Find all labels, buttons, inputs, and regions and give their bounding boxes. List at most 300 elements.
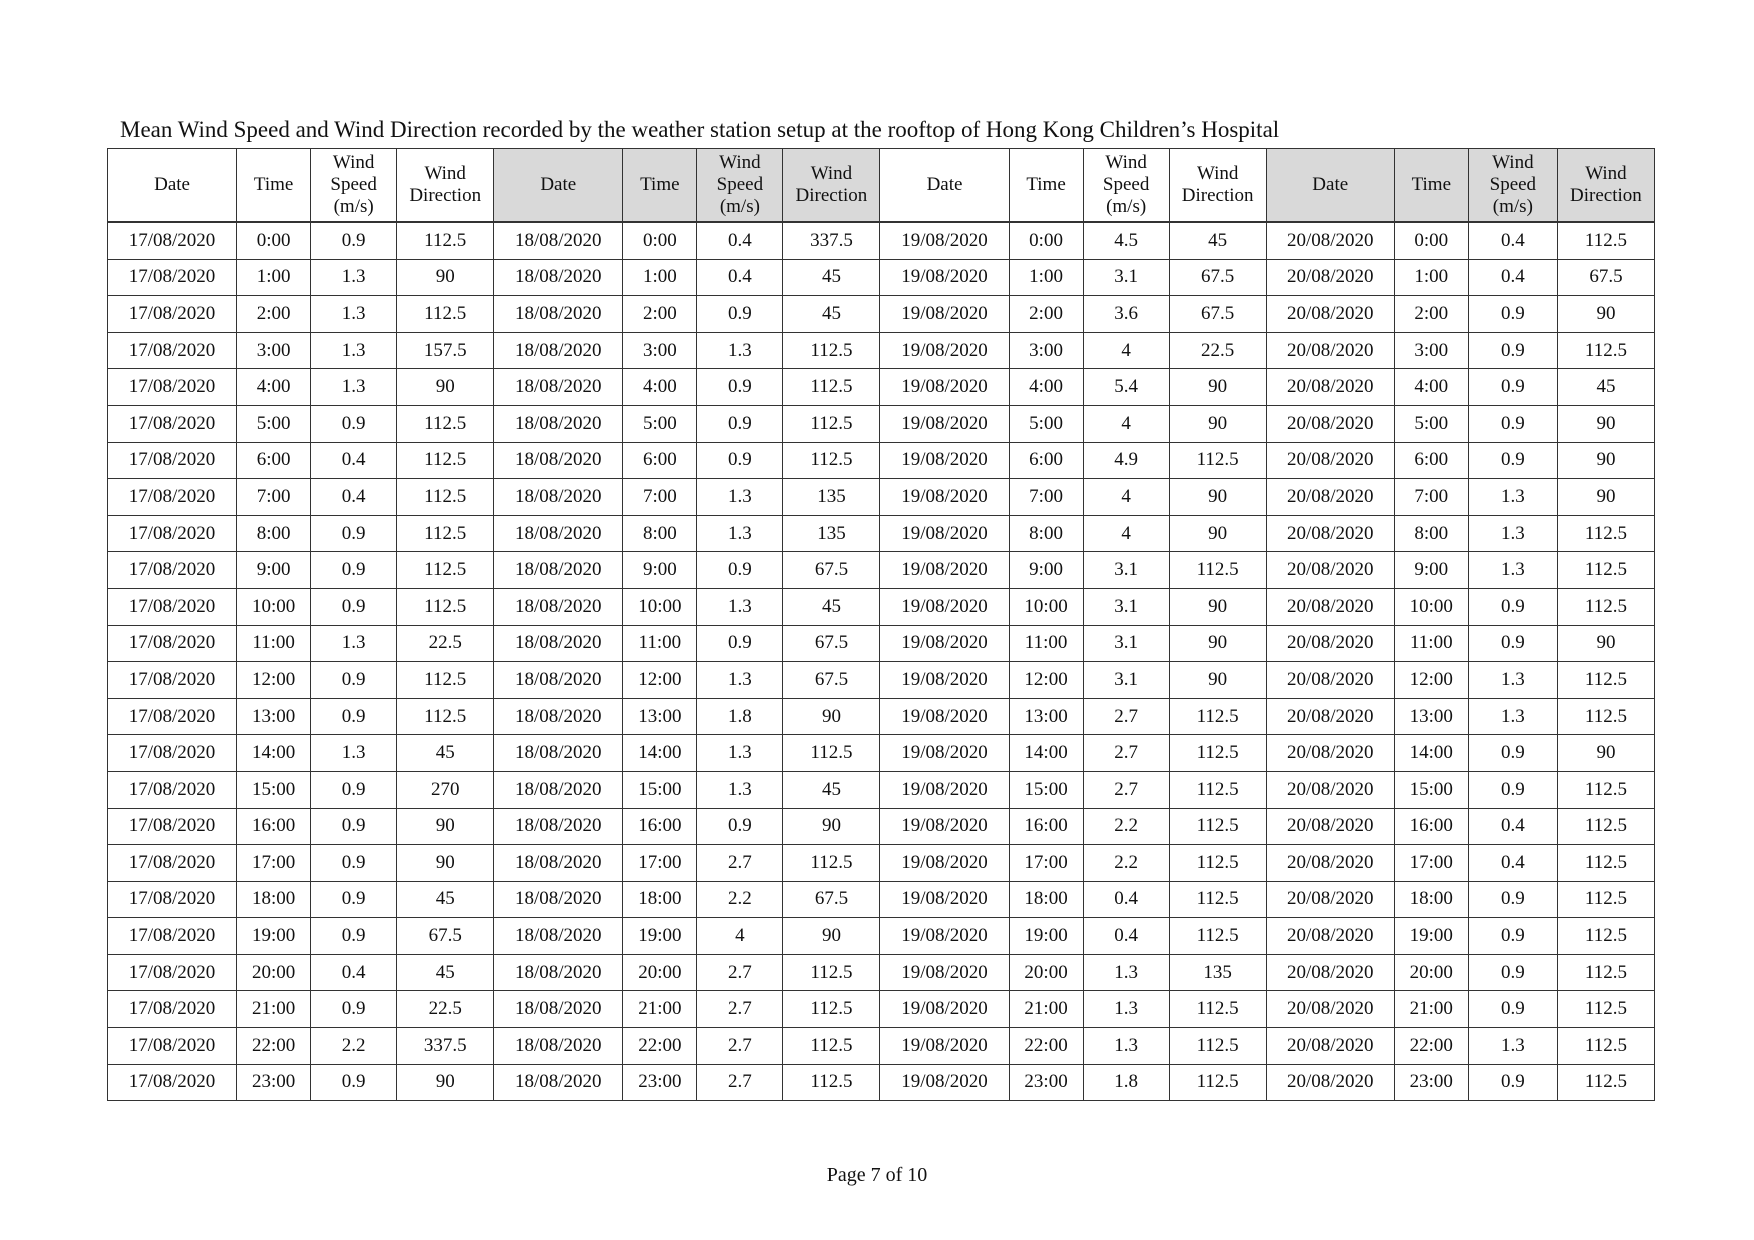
wind-speed-cell: 0.9	[311, 991, 397, 1028]
wind-speed-cell: 1.3	[311, 259, 397, 296]
wind-direction-cell: 22.5	[1169, 332, 1266, 369]
wind-speed-cell: 2.2	[311, 1028, 397, 1065]
time-cell: 19:00	[237, 918, 311, 955]
header-wind-speed: Wind Speed (m/s)	[1083, 149, 1169, 223]
wind-speed-cell: 2.7	[697, 954, 783, 991]
wind-direction-cell: 90	[783, 918, 880, 955]
time-cell: 17:00	[237, 845, 311, 882]
wind-speed-cell: 0.9	[1468, 296, 1557, 333]
time-cell: 11:00	[623, 625, 697, 662]
wind-direction-cell: 45	[783, 771, 880, 808]
wind-speed-cell: 1.3	[697, 735, 783, 772]
header-wind-direction: Wind Direction	[1557, 149, 1654, 223]
time-cell: 1:00	[1394, 259, 1468, 296]
wind-speed-cell: 2.7	[1083, 771, 1169, 808]
date-cell: 20/08/2020	[1266, 808, 1394, 845]
time-cell: 20:00	[237, 954, 311, 991]
date-cell: 18/08/2020	[494, 1028, 623, 1065]
wind-speed-cell: 4	[697, 918, 783, 955]
date-cell: 18/08/2020	[494, 991, 623, 1028]
date-cell: 19/08/2020	[880, 1028, 1009, 1065]
date-cell: 19/08/2020	[880, 918, 1009, 955]
wind-speed-cell: 0.9	[697, 625, 783, 662]
date-cell: 20/08/2020	[1266, 552, 1394, 589]
wind-direction-cell: 90	[397, 1064, 494, 1101]
time-cell: 3:00	[1009, 332, 1083, 369]
wind-speed-cell: 2.7	[1083, 735, 1169, 772]
time-cell: 11:00	[237, 625, 311, 662]
time-cell: 19:00	[1394, 918, 1468, 955]
wind-direction-cell: 90	[1557, 442, 1654, 479]
date-cell: 18/08/2020	[494, 881, 623, 918]
table-row	[108, 625, 1655, 662]
table-row	[108, 296, 1655, 333]
wind-direction-cell: 112.5	[1169, 1028, 1266, 1065]
date-cell: 19/08/2020	[880, 735, 1009, 772]
time-cell: 14:00	[1394, 735, 1468, 772]
date-cell: 20/08/2020	[1266, 1064, 1394, 1101]
date-cell: 18/08/2020	[494, 259, 623, 296]
wind-direction-cell: 112.5	[1169, 735, 1266, 772]
header-time: Time	[1394, 149, 1468, 223]
wind-speed-cell: 0.9	[1468, 588, 1557, 625]
wind-speed-cell: 1.3	[1083, 954, 1169, 991]
wind-speed-cell: 1.8	[697, 698, 783, 735]
table-row	[108, 918, 1655, 955]
time-cell: 22:00	[623, 1028, 697, 1065]
wind-direction-cell: 112.5	[1557, 808, 1654, 845]
date-cell: 19/08/2020	[880, 698, 1009, 735]
date-cell: 17/08/2020	[108, 552, 237, 589]
date-cell: 20/08/2020	[1266, 881, 1394, 918]
table-title: Mean Wind Speed and Wind Direction recorded by the weather station setup at the rooftop of Hong Kong Children’s Hospital	[120, 117, 1280, 142]
wind-direction-cell: 90	[1169, 515, 1266, 552]
wind-direction-cell: 112.5	[783, 845, 880, 882]
table-row	[108, 771, 1655, 808]
wind-speed-cell: 2.2	[1083, 808, 1169, 845]
date-cell: 17/08/2020	[108, 845, 237, 882]
wind-speed-cell: 0.9	[311, 808, 397, 845]
table-body	[108, 222, 1655, 1101]
time-cell: 23:00	[623, 1064, 697, 1101]
table-row	[108, 552, 1655, 589]
wind-direction-cell: 112.5	[1169, 918, 1266, 955]
table-row	[108, 735, 1655, 772]
wind-direction-cell: 112.5	[783, 369, 880, 406]
wind-direction-cell: 67.5	[1169, 259, 1266, 296]
wind-direction-cell: 45	[783, 296, 880, 333]
wind-speed-cell: 3.6	[1083, 296, 1169, 333]
wind-speed-cell: 0.9	[311, 588, 397, 625]
time-cell: 10:00	[623, 588, 697, 625]
date-cell: 17/08/2020	[108, 222, 237, 259]
time-cell: 2:00	[1394, 296, 1468, 333]
table-row	[108, 1028, 1655, 1065]
time-cell: 10:00	[237, 588, 311, 625]
wind-direction-cell: 112.5	[1557, 1064, 1654, 1101]
time-cell: 21:00	[1394, 991, 1468, 1028]
header-wind-direction: Wind Direction	[1169, 149, 1266, 223]
wind-direction-cell: 337.5	[783, 222, 880, 259]
date-cell: 18/08/2020	[494, 662, 623, 699]
wind-speed-cell: 1.3	[697, 662, 783, 699]
wind-speed-cell: 0.4	[311, 442, 397, 479]
wind-direction-cell: 135	[1169, 954, 1266, 991]
wind-speed-cell: 4	[1083, 515, 1169, 552]
wind-speed-cell: 0.4	[697, 259, 783, 296]
time-cell: 9:00	[623, 552, 697, 589]
table-row	[108, 1064, 1655, 1101]
wind-direction-cell: 67.5	[1557, 259, 1654, 296]
wind-direction-cell: 22.5	[397, 991, 494, 1028]
time-cell: 10:00	[1009, 588, 1083, 625]
time-cell: 7:00	[1394, 479, 1468, 516]
header-wind-speed: Wind Speed (m/s)	[311, 149, 397, 223]
date-cell: 19/08/2020	[880, 442, 1009, 479]
wind-speed-cell: 0.9	[1468, 1064, 1557, 1101]
wind-direction-cell: 112.5	[783, 991, 880, 1028]
time-cell: 16:00	[1394, 808, 1468, 845]
date-cell: 19/08/2020	[880, 552, 1009, 589]
wind-direction-cell: 112.5	[1557, 1028, 1654, 1065]
date-cell: 18/08/2020	[494, 954, 623, 991]
wind-direction-cell: 112.5	[1557, 771, 1654, 808]
wind-speed-cell: 0.9	[311, 405, 397, 442]
header-date: Date	[1266, 149, 1394, 223]
wind-direction-cell: 45	[397, 954, 494, 991]
wind-direction-cell: 112.5	[397, 296, 494, 333]
date-cell: 19/08/2020	[880, 369, 1009, 406]
wind-direction-cell: 112.5	[1557, 698, 1654, 735]
time-cell: 4:00	[1009, 369, 1083, 406]
wind-direction-cell: 90	[1557, 405, 1654, 442]
wind-direction-cell: 112.5	[397, 662, 494, 699]
wind-direction-cell: 112.5	[1169, 442, 1266, 479]
date-cell: 19/08/2020	[880, 881, 1009, 918]
date-cell: 18/08/2020	[494, 515, 623, 552]
date-cell: 19/08/2020	[880, 662, 1009, 699]
date-cell: 17/08/2020	[108, 588, 237, 625]
wind-direction-cell: 112.5	[1557, 845, 1654, 882]
time-cell: 0:00	[1394, 222, 1468, 259]
wind-speed-cell: 0.9	[311, 845, 397, 882]
date-cell: 19/08/2020	[880, 771, 1009, 808]
date-cell: 17/08/2020	[108, 771, 237, 808]
wind-direction-cell: 157.5	[397, 332, 494, 369]
wind-speed-cell: 1.3	[311, 296, 397, 333]
wind-direction-cell: 112.5	[397, 222, 494, 259]
date-cell: 20/08/2020	[1266, 1028, 1394, 1065]
wind-speed-cell: 1.3	[697, 588, 783, 625]
wind-speed-cell: 1.3	[311, 625, 397, 662]
time-cell: 8:00	[1009, 515, 1083, 552]
date-cell: 20/08/2020	[1266, 588, 1394, 625]
time-cell: 16:00	[1009, 808, 1083, 845]
wind-direction-cell: 90	[1169, 625, 1266, 662]
time-cell: 22:00	[237, 1028, 311, 1065]
wind-speed-cell: 0.4	[1468, 222, 1557, 259]
date-cell: 19/08/2020	[880, 588, 1009, 625]
time-cell: 7:00	[237, 479, 311, 516]
wind-speed-cell: 0.9	[1468, 735, 1557, 772]
table-row	[108, 808, 1655, 845]
date-cell: 20/08/2020	[1266, 442, 1394, 479]
date-cell: 17/08/2020	[108, 735, 237, 772]
wind-speed-cell: 0.4	[697, 222, 783, 259]
header-time: Time	[237, 149, 311, 223]
date-cell: 20/08/2020	[1266, 222, 1394, 259]
date-cell: 19/08/2020	[880, 479, 1009, 516]
wind-direction-cell: 135	[783, 479, 880, 516]
wind-speed-cell: 0.9	[1468, 881, 1557, 918]
wind-speed-cell: 0.9	[1468, 405, 1557, 442]
wind-speed-cell: 4.9	[1083, 442, 1169, 479]
table-row	[108, 479, 1655, 516]
wind-direction-cell: 67.5	[783, 881, 880, 918]
date-cell: 17/08/2020	[108, 954, 237, 991]
wind-speed-cell: 2.2	[697, 881, 783, 918]
table-row	[108, 698, 1655, 735]
wind-speed-cell: 0.9	[1468, 369, 1557, 406]
wind-speed-cell: 0.9	[697, 296, 783, 333]
wind-direction-cell: 112.5	[397, 442, 494, 479]
wind-direction-cell: 112.5	[1557, 588, 1654, 625]
wind-direction-cell: 90	[1557, 296, 1654, 333]
time-cell: 12:00	[1009, 662, 1083, 699]
wind-direction-cell: 112.5	[1169, 881, 1266, 918]
date-cell: 19/08/2020	[880, 405, 1009, 442]
time-cell: 23:00	[1009, 1064, 1083, 1101]
date-cell: 18/08/2020	[494, 369, 623, 406]
wind-direction-cell: 90	[783, 808, 880, 845]
date-cell: 17/08/2020	[108, 259, 237, 296]
wind-direction-cell: 112.5	[1557, 662, 1654, 699]
wind-speed-cell: 1.3	[1468, 662, 1557, 699]
wind-speed-cell: 0.9	[311, 222, 397, 259]
date-cell: 18/08/2020	[494, 296, 623, 333]
wind-direction-cell: 45	[783, 259, 880, 296]
wind-speed-cell: 0.9	[1468, 771, 1557, 808]
time-cell: 0:00	[623, 222, 697, 259]
date-cell: 20/08/2020	[1266, 332, 1394, 369]
time-cell: 1:00	[1009, 259, 1083, 296]
wind-direction-cell: 112.5	[1557, 332, 1654, 369]
wind-speed-cell: 0.4	[1468, 808, 1557, 845]
wind-direction-cell: 112.5	[1169, 552, 1266, 589]
date-cell: 18/08/2020	[494, 222, 623, 259]
wind-direction-cell: 112.5	[783, 1028, 880, 1065]
time-cell: 5:00	[237, 405, 311, 442]
time-cell: 5:00	[1394, 405, 1468, 442]
date-cell: 19/08/2020	[880, 845, 1009, 882]
time-cell: 13:00	[1394, 698, 1468, 735]
table-row	[108, 405, 1655, 442]
wind-direction-cell: 45	[1169, 222, 1266, 259]
time-cell: 16:00	[623, 808, 697, 845]
time-cell: 11:00	[1009, 625, 1083, 662]
wind-direction-cell: 90	[397, 369, 494, 406]
date-cell: 18/08/2020	[494, 479, 623, 516]
wind-data-table	[107, 148, 1655, 1101]
wind-direction-cell: 90	[1169, 588, 1266, 625]
wind-speed-cell: 2.7	[697, 991, 783, 1028]
time-cell: 5:00	[623, 405, 697, 442]
wind-direction-cell: 45	[1557, 369, 1654, 406]
date-cell: 17/08/2020	[108, 698, 237, 735]
wind-speed-cell: 1.3	[311, 369, 397, 406]
date-cell: 20/08/2020	[1266, 625, 1394, 662]
wind-direction-cell: 22.5	[397, 625, 494, 662]
date-cell: 17/08/2020	[108, 442, 237, 479]
time-cell: 7:00	[623, 479, 697, 516]
wind-speed-cell: 1.3	[1083, 1028, 1169, 1065]
time-cell: 0:00	[1009, 222, 1083, 259]
time-cell: 12:00	[237, 662, 311, 699]
time-cell: 17:00	[1394, 845, 1468, 882]
time-cell: 6:00	[623, 442, 697, 479]
wind-speed-cell: 4	[1083, 405, 1169, 442]
table-row	[108, 954, 1655, 991]
wind-direction-cell: 67.5	[783, 625, 880, 662]
header-wind-direction: Wind Direction	[397, 149, 494, 223]
date-cell: 17/08/2020	[108, 405, 237, 442]
date-cell: 20/08/2020	[1266, 662, 1394, 699]
date-cell: 18/08/2020	[494, 588, 623, 625]
time-cell: 2:00	[623, 296, 697, 333]
wind-speed-cell: 0.4	[1468, 259, 1557, 296]
wind-speed-cell: 4.5	[1083, 222, 1169, 259]
date-cell: 18/08/2020	[494, 552, 623, 589]
time-cell: 12:00	[623, 662, 697, 699]
time-cell: 8:00	[623, 515, 697, 552]
date-cell: 18/08/2020	[494, 625, 623, 662]
time-cell: 13:00	[237, 698, 311, 735]
wind-speed-cell: 0.9	[1468, 442, 1557, 479]
wind-direction-cell: 112.5	[1169, 845, 1266, 882]
wind-direction-cell: 90	[1169, 405, 1266, 442]
time-cell: 5:00	[1009, 405, 1083, 442]
time-cell: 18:00	[623, 881, 697, 918]
wind-speed-cell: 2.2	[1083, 845, 1169, 882]
wind-speed-cell: 1.3	[1468, 515, 1557, 552]
time-cell: 11:00	[1394, 625, 1468, 662]
time-cell: 6:00	[1394, 442, 1468, 479]
wind-speed-cell: 2.7	[697, 1028, 783, 1065]
time-cell: 21:00	[237, 991, 311, 1028]
date-cell: 18/08/2020	[494, 442, 623, 479]
header-row	[108, 149, 1655, 223]
date-cell: 17/08/2020	[108, 918, 237, 955]
wind-direction-cell: 112.5	[783, 332, 880, 369]
date-cell: 17/08/2020	[108, 369, 237, 406]
wind-speed-cell: 0.9	[311, 1064, 397, 1101]
time-cell: 0:00	[237, 222, 311, 259]
wind-direction-cell: 45	[783, 588, 880, 625]
time-cell: 23:00	[237, 1064, 311, 1101]
wind-direction-cell: 112.5	[1169, 771, 1266, 808]
time-cell: 14:00	[237, 735, 311, 772]
wind-speed-cell: 1.3	[1468, 1028, 1557, 1065]
time-cell: 8:00	[1394, 515, 1468, 552]
time-cell: 6:00	[1009, 442, 1083, 479]
wind-direction-cell: 90	[397, 845, 494, 882]
time-cell: 2:00	[237, 296, 311, 333]
wind-speed-cell: 0.9	[697, 552, 783, 589]
time-cell: 19:00	[1009, 918, 1083, 955]
wind-speed-cell: 1.8	[1083, 1064, 1169, 1101]
wind-direction-cell: 112.5	[397, 698, 494, 735]
wind-speed-cell: 1.3	[697, 771, 783, 808]
wind-direction-cell: 112.5	[1169, 698, 1266, 735]
wind-speed-cell: 0.9	[1468, 332, 1557, 369]
date-cell: 18/08/2020	[494, 771, 623, 808]
time-cell: 17:00	[623, 845, 697, 882]
time-cell: 8:00	[237, 515, 311, 552]
time-cell: 14:00	[623, 735, 697, 772]
wind-direction-cell: 112.5	[783, 735, 880, 772]
date-cell: 19/08/2020	[880, 625, 1009, 662]
date-cell: 18/08/2020	[494, 735, 623, 772]
wind-direction-cell: 135	[783, 515, 880, 552]
wind-direction-cell: 112.5	[783, 442, 880, 479]
wind-direction-cell: 112.5	[1557, 552, 1654, 589]
wind-speed-cell: 0.9	[1468, 991, 1557, 1028]
time-cell: 4:00	[623, 369, 697, 406]
table-row	[108, 662, 1655, 699]
time-cell: 9:00	[1394, 552, 1468, 589]
time-cell: 22:00	[1009, 1028, 1083, 1065]
wind-speed-cell: 4	[1083, 479, 1169, 516]
time-cell: 18:00	[237, 881, 311, 918]
header-time: Time	[623, 149, 697, 223]
date-cell: 17/08/2020	[108, 625, 237, 662]
time-cell: 20:00	[623, 954, 697, 991]
time-cell: 19:00	[623, 918, 697, 955]
time-cell: 3:00	[1394, 332, 1468, 369]
wind-speed-cell: 1.3	[697, 515, 783, 552]
table-row	[108, 845, 1655, 882]
date-cell: 18/08/2020	[494, 405, 623, 442]
date-cell: 19/08/2020	[880, 1064, 1009, 1101]
wind-direction-cell: 112.5	[1557, 954, 1654, 991]
wind-speed-cell: 2.7	[697, 1064, 783, 1101]
date-cell: 20/08/2020	[1266, 698, 1394, 735]
wind-speed-cell: 2.7	[1083, 698, 1169, 735]
wind-direction-cell: 112.5	[397, 479, 494, 516]
date-cell: 17/08/2020	[108, 332, 237, 369]
wind-direction-cell: 45	[397, 735, 494, 772]
date-cell: 20/08/2020	[1266, 845, 1394, 882]
wind-speed-cell: 1.3	[1083, 991, 1169, 1028]
page-number: Page 7 of 10	[826, 1164, 928, 1186]
wind-direction-cell: 112.5	[1169, 1064, 1266, 1101]
date-cell: 19/08/2020	[880, 222, 1009, 259]
wind-speed-cell: 0.9	[311, 771, 397, 808]
time-cell: 1:00	[623, 259, 697, 296]
date-cell: 17/08/2020	[108, 991, 237, 1028]
date-cell: 20/08/2020	[1266, 369, 1394, 406]
wind-speed-cell: 0.9	[1468, 918, 1557, 955]
wind-speed-cell: 0.9	[311, 662, 397, 699]
wind-speed-cell: 0.9	[1468, 625, 1557, 662]
wind-direction-cell: 112.5	[783, 954, 880, 991]
wind-speed-cell: 1.3	[1468, 479, 1557, 516]
wind-speed-cell: 0.4	[311, 954, 397, 991]
wind-direction-cell: 112.5	[397, 515, 494, 552]
time-cell: 17:00	[1009, 845, 1083, 882]
time-cell: 20:00	[1394, 954, 1468, 991]
date-cell: 20/08/2020	[1266, 296, 1394, 333]
